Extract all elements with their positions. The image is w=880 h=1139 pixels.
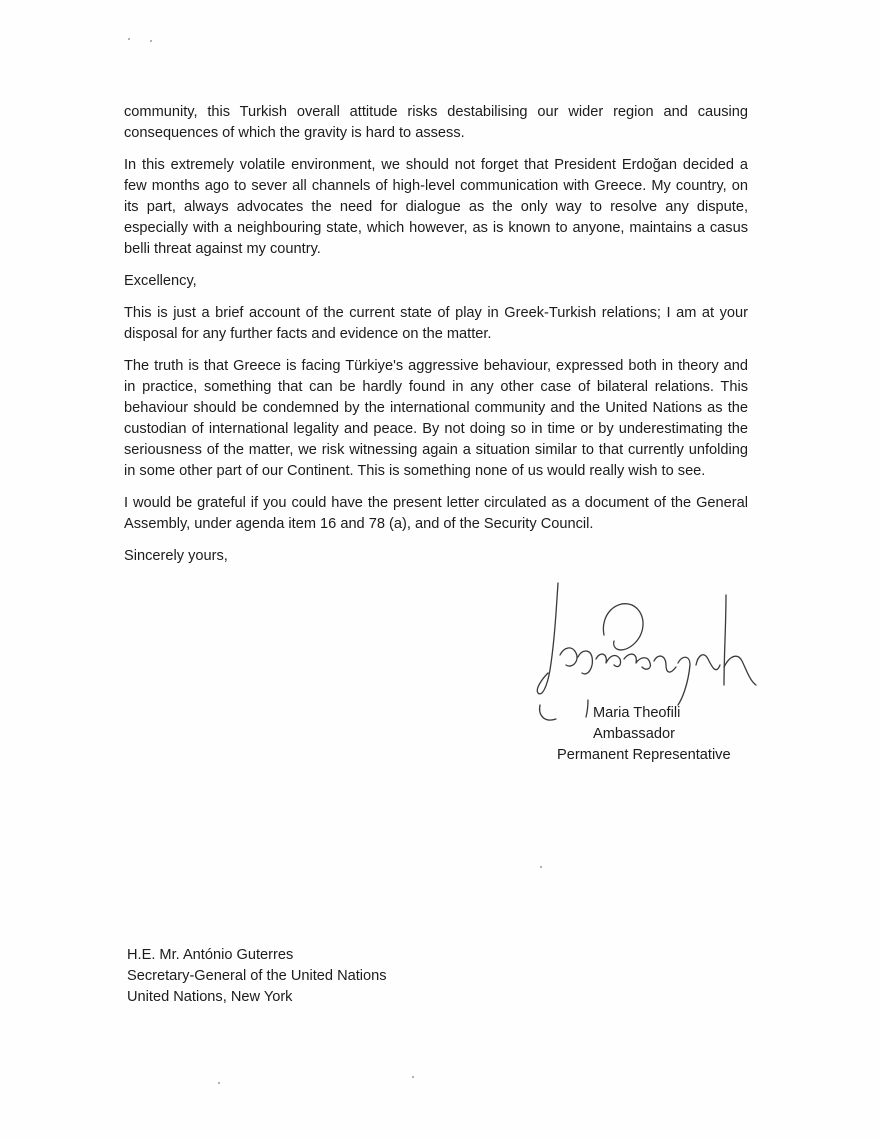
signatory-title: Ambassador [593, 726, 675, 742]
addressee-name: H.E. Mr. António Guterres [127, 947, 294, 963]
paragraph-brief-account: This is just a brief account of the current state of play in Greek-Turkish relations; I am at your disposal for any further facts and evidence on the matter. [124, 305, 748, 342]
scan-speck [128, 38, 130, 40]
paragraph-circulation-request: I would be grateful if you could have the present letter circulated as a document of the General Assembly, under agenda item 16 and 78 (a), and of the Security Council. [124, 495, 748, 532]
paragraph-communication: In this extremely volatile environment, we should not forget that President Erdoğan decided a few months ago to sever all channels of high-level communication with Greece. My country, on its part, always advocates the need for dialogue as the only way to resolve any dispute, especially with a neighbouring state, which however, as is known to anyone, maintains a casus belli threat against my country. [124, 157, 748, 257]
paragraph-regional-risk: community, this Turkish overall attitude risks destabilising our wider region and causing consequences of which the gravity is hard to assess. [124, 104, 748, 141]
letter-body [124, 102, 748, 578]
signature-block [520, 703, 760, 766]
scan-speck [412, 1076, 414, 1078]
scan-speck [218, 1082, 220, 1084]
salutation: Excellency, [124, 273, 197, 289]
paragraph-aggressive-behaviour: The truth is that Greece is facing Türkiye's aggressive behaviour, expressed both in theory and in practice, something that can be hardly found in any other case of bilateral relations. This behaviour should be condemned by the international community and the United Nations as the custodian of international legality and peace. By not doing so in time or by underestimating the seriousness of the matter, we risk witnessing again a situation similar to that currently unfolding in some other part of our Continent. This is something none of us would really wish to see. [124, 358, 748, 479]
scan-speck [150, 40, 152, 42]
signatory-role: Permanent Representative [557, 747, 731, 763]
signatory-name: Maria Theofili [593, 705, 681, 721]
closing: Sincerely yours, [124, 548, 228, 564]
addressee-title: Secretary-General of the United Nations [127, 968, 387, 984]
scan-speck [540, 866, 542, 868]
addressee-location: United Nations, New York [127, 989, 293, 1005]
addressee-block [127, 945, 527, 1008]
